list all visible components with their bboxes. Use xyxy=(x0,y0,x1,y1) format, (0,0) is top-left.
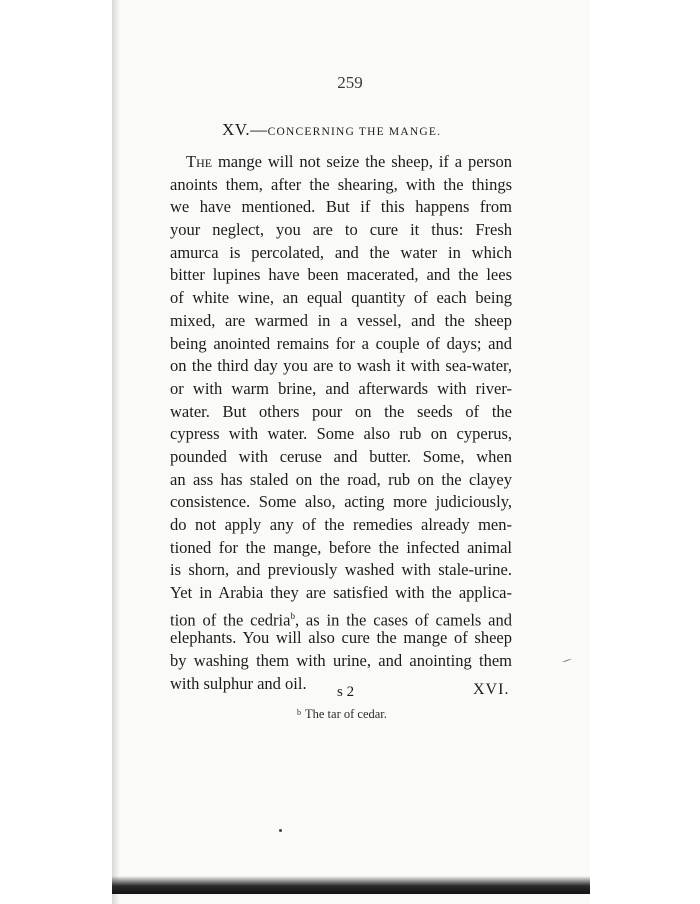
text-line: or with warm brine, and afterwards with river- xyxy=(170,378,512,398)
body-text xyxy=(170,151,512,696)
signature-mark: s 2 xyxy=(337,684,355,700)
page-bottom-edge xyxy=(112,876,590,894)
text-line: we have mentioned. But if this happens from xyxy=(170,197,512,217)
text-line: do not apply any of the remedies already men- xyxy=(170,515,512,534)
footnote-marker: b xyxy=(297,708,301,717)
text-line: bitter lupines have been macerated, and the lees xyxy=(170,265,512,285)
page-gutter-shadow xyxy=(112,0,120,904)
heading-title: CONCERNING THE MANGE. xyxy=(267,126,442,138)
paper-speck xyxy=(279,829,282,832)
text-line: water. But others pour on the seeds of the xyxy=(170,401,512,421)
footnote xyxy=(297,707,387,722)
catchword: XVI. xyxy=(473,681,510,698)
footnote-text: The tar of cedar. xyxy=(305,707,387,721)
text-line: Yet in Arabia they are satisfied with the applica- xyxy=(170,583,512,603)
text-line: pounded with ceruse and butter. Some, when xyxy=(170,446,512,466)
footnote-ref: b xyxy=(290,610,295,621)
text-line: tioned for the mange, before the infected animal xyxy=(170,537,512,557)
section-heading xyxy=(222,120,441,140)
text-line: on the third day you are to wash it with sea-water, xyxy=(170,356,512,376)
text-line: your neglect, you are to cure it thus: Fresh xyxy=(170,220,512,240)
heading-numeral: XV.— xyxy=(222,120,268,139)
text-line: anoints them, after the shearing, with the things xyxy=(170,174,512,194)
text-line: with sulphur and oil. xyxy=(170,673,307,693)
text-line: consistence. Some also, acting more judiciously, xyxy=(170,492,512,512)
text-line: is shorn, and previously washed with stale-urine. xyxy=(170,560,512,580)
text-line: elephants. You will also cure the mange of sheep xyxy=(170,628,512,648)
page-number: 259 xyxy=(337,73,363,92)
text-line: The mange will not seize the sheep, if a person xyxy=(186,152,512,171)
text-line: cypress with water. Some also rub on cyperus, xyxy=(170,424,512,444)
text-line: being anointed remains for a couple of days; and xyxy=(170,333,512,353)
text-line: of white wine, an equal quantity of each being xyxy=(170,288,512,308)
drop-initial: The xyxy=(186,152,213,171)
text-line: mixed, are warmed in a vessel, and the sheep xyxy=(170,310,512,330)
text-line: tion of the cedria$^b$, as in the cases of camels and xyxy=(170,610,512,630)
text-line: amurca is percolated, and the water in which xyxy=(170,242,512,262)
text-line: by washing them with urine, and anointing them xyxy=(170,651,512,671)
text-line: an ass has staled on the road, rub on the clayey xyxy=(170,469,512,489)
